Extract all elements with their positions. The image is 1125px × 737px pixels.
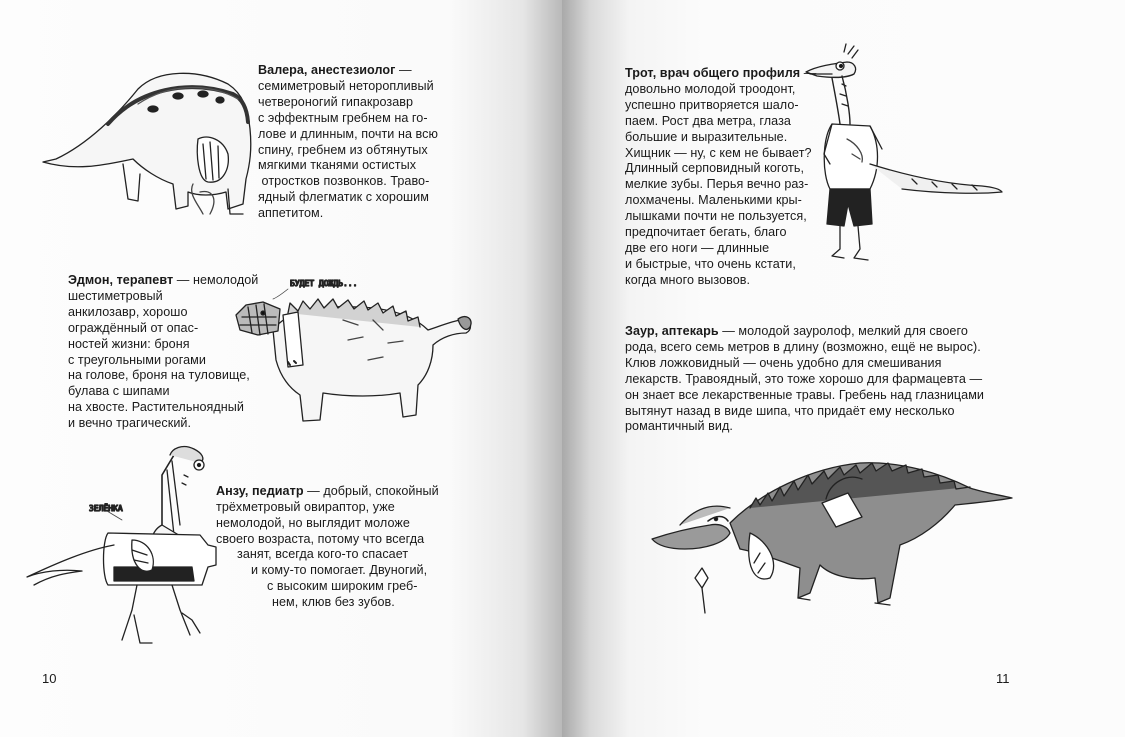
saurolophus-illustration [650, 453, 1020, 628]
oviraptor-illustration [22, 445, 232, 650]
hadrosaur-illustration [38, 64, 262, 234]
troodon-illustration [802, 44, 1007, 279]
entry-anzu-name: Анзу, педиатр [216, 484, 304, 498]
entry-edmon: Эдмон, терапевт — немолодой шестиметровый анкилозавр, хорошо ограждённый от опас- ностей жизни: броня с треугольными рогами на голове, броня на туловище, булава с шипами на хвосте. Растительноядный и вечно трагический. [68, 273, 259, 431]
entry-zaur-name: Заур, аптекарь [625, 324, 719, 338]
page-number-left: 10 [42, 671, 57, 686]
entry-anzu-line-8: нем, клюв без зубов. [272, 595, 395, 609]
entry-anzu-line-6: и кому-то помогает. Двуногий, [251, 563, 428, 577]
entry-edmon-name: Эдмон, терапевт [68, 273, 174, 287]
entry-anzu-line-5: занят, всегда кого-то спасает [237, 547, 409, 561]
bottle-label: ЗЕЛЁНКА [89, 504, 123, 513]
entry-valera: Валера, анестезиолог — семиметровый неторопливый четвероногий гипакрозавр с эффектным гребнем на го- лове и длинным, почти на всю спину, гребнем из обтянутых мягкими тканями остистых отростков позвонков. Траво- ядный флегматик с хорошим аппетитом. [258, 63, 438, 221]
ankylosaur-note: БУДЕТ ДОЖДЬ... [290, 279, 358, 288]
entry-anzu-line-7: с высоким широким греб- [267, 579, 418, 593]
entry-zaur: Заур, аптекарь — молодой зауролоф, мелкий для своего рода, всего семь метров в длину (возможно, ещё не вырос). Клюв ложковидный — очень удобно для смешивания лекарств. Травоядный, это тоже хорошо для фармацевта — он знает все лекарственные травы. Гребень над глазницами вытянут назад в виде шипа, что придаёт ему несколько романтичный вид. [625, 324, 985, 434]
left-page [0, 0, 562, 737]
right-page [562, 0, 1125, 737]
entry-trot-name: Трот, врач общего профиля [625, 66, 801, 80]
entry-valera-name: Валера, анестезиолог [258, 63, 396, 77]
ankylosaur-illustration [228, 275, 474, 435]
entry-trot: Трот, врач общего профиля — довольно молодой троодонт, успешно притворяется шало- паем. Рост два метра, глаза большие и выразительные. Хищник — ну, с кем не бывает? Длинный серповидный коготь, мелкие зубы. Перья вечно раз- лохмачены. Маленькими кры- лышками почти не пользуется, предпочитает бегать, благо две его ноги — длинные и быстрые, что очень кстати, когда много вызовов. [625, 66, 817, 287]
page-number-right: 11 [996, 671, 1010, 686]
entry-anzu-heading: Анзу, педиатр — добрый, спокойный трёхметровый овираптор, уже немолодой, но выглядит моложе своего возраста, потому что всегда [216, 484, 439, 546]
